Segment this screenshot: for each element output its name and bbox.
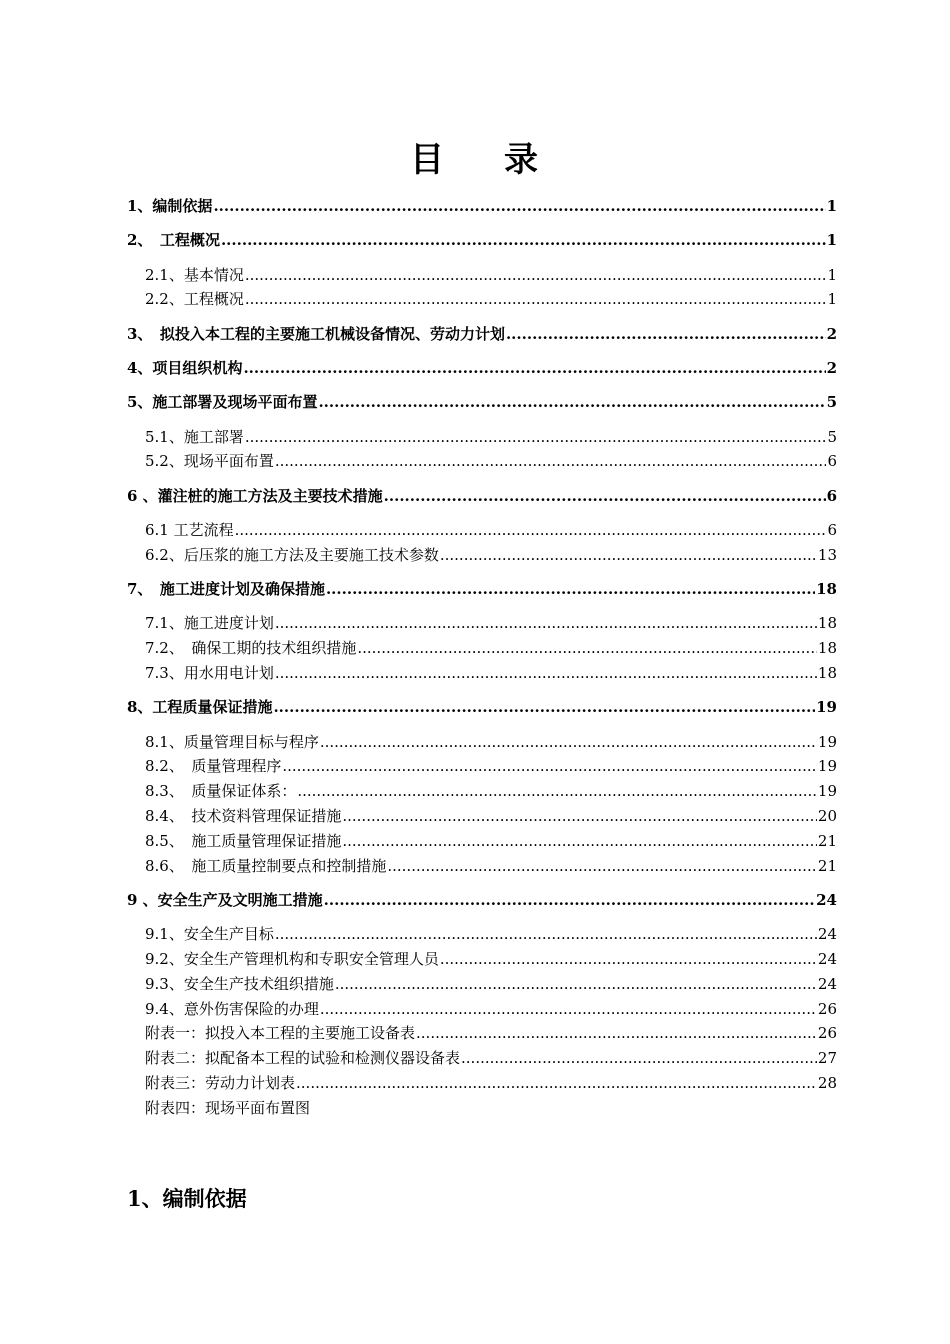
toc-entry-label: 5、施工部署及现场平面布置 xyxy=(127,393,318,412)
toc-leader-dots xyxy=(506,322,826,347)
toc-entry-label: 6 、灌注桩的施工方法及主要技术措施 xyxy=(127,486,383,505)
toc-entry-chapter[interactable] xyxy=(127,194,837,219)
toc-entry-label: 2、 工程概况 xyxy=(127,231,220,250)
toc-entry-label: 6.2、后压浆的施工方法及主要施工技术参数 xyxy=(145,545,439,564)
toc-entry-label: 8.2、 质量管理程序 xyxy=(145,757,282,776)
toc-entry-page-number: 13 xyxy=(817,545,837,564)
toc-title xyxy=(0,140,950,180)
table-of-contents xyxy=(127,194,837,1121)
toc-entry-label: 7.3、用水用电计划 xyxy=(145,663,274,682)
toc-entry-label: 9.3、安全生产技术组织措施 xyxy=(145,974,334,993)
toc-entry-page-number: 26 xyxy=(817,999,837,1018)
toc-entry-section[interactable] xyxy=(127,1046,837,1071)
toc-entry-page-number: 21 xyxy=(817,831,837,850)
toc-entry-section[interactable] xyxy=(127,636,837,661)
toc-entry-page-number: 6 xyxy=(827,520,837,539)
section-heading: 1、编制依据 xyxy=(127,1186,247,1211)
toc-entry-label: 8.5、 施工质量管理保证措施 xyxy=(145,831,342,850)
toc-entry-label: 8.4、 技术资料管理保证措施 xyxy=(145,806,342,825)
toc-entry-label: 5.1、施工部署 xyxy=(145,427,244,446)
toc-entry-label: 8.6、 施工质量控制要点和控制措施 xyxy=(145,856,387,875)
toc-entry-section[interactable] xyxy=(127,972,837,997)
toc-entry-section[interactable] xyxy=(127,449,837,474)
toc-leader-dots xyxy=(318,390,825,415)
toc-entry-label: 7、 施工进度计划及确保措施 xyxy=(127,580,325,599)
toc-leader-dots xyxy=(342,804,817,829)
toc-entry-label: 2.1、基本情况 xyxy=(145,265,244,284)
toc-leader-dots xyxy=(282,754,817,779)
toc-entry-page-number: 24 xyxy=(817,925,837,944)
toc-entry-label: 附表二：拟配备本工程的试验和检测仪器设备表 xyxy=(145,1049,461,1068)
toc-entry-page-number: 2 xyxy=(826,324,837,343)
toc-entry-section[interactable] xyxy=(127,922,837,947)
toc-leader-dots xyxy=(324,888,815,913)
toc-entry-section[interactable] xyxy=(127,730,837,755)
toc-entry-page-number: 28 xyxy=(817,1073,837,1092)
toc-leader-dots xyxy=(296,1071,817,1096)
toc-entry-page-number: 6 xyxy=(826,486,837,505)
toc-entry-section[interactable] xyxy=(127,779,837,804)
toc-leader-dots xyxy=(213,194,825,219)
toc-entry-chapter[interactable] xyxy=(127,577,837,602)
toc-leader-dots xyxy=(297,779,817,804)
toc-leader-dots xyxy=(461,1046,817,1071)
toc-entry-section[interactable] xyxy=(127,754,837,779)
toc-entry-page-number: 18 xyxy=(817,663,837,682)
toc-entry-section[interactable] xyxy=(127,997,837,1022)
toc-entry-chapter[interactable] xyxy=(127,484,837,509)
toc-leader-dots xyxy=(273,695,815,720)
toc-entry-page-number: 18 xyxy=(816,580,837,599)
toc-entry-section[interactable] xyxy=(127,518,837,543)
toc-leader-dots xyxy=(245,263,827,288)
toc-entry-page-number: 24 xyxy=(817,949,837,968)
toc-entry-page-number: 18 xyxy=(817,614,837,633)
toc-entry-chapter[interactable] xyxy=(127,390,837,415)
toc-leader-dots xyxy=(384,484,826,509)
toc-title-part2: 录 xyxy=(504,140,540,180)
toc-entry-page-number: 24 xyxy=(816,890,837,909)
toc-entry-label: 5.2、现场平面布置 xyxy=(145,452,274,471)
toc-entry-section[interactable] xyxy=(127,947,837,972)
toc-leader-dots xyxy=(245,425,827,450)
toc-entry-page-number: 20 xyxy=(817,806,837,825)
toc-entry-section[interactable] xyxy=(127,543,837,568)
toc-entry-section[interactable] xyxy=(127,1071,837,1096)
toc-entry-page-number: 1 xyxy=(826,231,837,250)
toc-entry-chapter[interactable] xyxy=(127,888,837,913)
toc-entry-label: 7.2、 确保工期的技术组织措施 xyxy=(145,639,357,658)
toc-leader-dots xyxy=(416,1021,817,1046)
toc-entry-label: 1、编制依据 xyxy=(127,197,213,215)
toc-entry-page-number: 27 xyxy=(817,1049,837,1068)
toc-leader-dots xyxy=(357,636,817,661)
toc-entry-label: 7.1、施工进度计划 xyxy=(145,614,274,633)
toc-entry-page-number: 21 xyxy=(817,856,837,875)
toc-entry-section[interactable] xyxy=(127,661,837,686)
toc-entry-page-number: 19 xyxy=(816,698,837,717)
toc-entry-chapter[interactable] xyxy=(127,695,837,720)
toc-entry-page-number: 2 xyxy=(826,358,837,377)
toc-leader-dots xyxy=(320,997,817,1022)
toc-entry-page-number: 26 xyxy=(817,1024,837,1043)
toc-entry-label: 附表一：拟投入本工程的主要施工设备表 xyxy=(145,1024,416,1043)
toc-entry-chapter[interactable] xyxy=(127,356,837,381)
toc-entry-page-number: 5 xyxy=(826,393,837,412)
toc-entry-section[interactable] xyxy=(127,611,837,636)
toc-leader-dots xyxy=(342,829,817,854)
toc-entry-label: 9 、安全生产及文明施工措施 xyxy=(127,890,323,909)
toc-leader-dots xyxy=(387,854,817,879)
toc-entry-section[interactable] xyxy=(127,1021,837,1046)
toc-entry-page-number: 19 xyxy=(817,782,837,801)
toc-entry-section[interactable] xyxy=(127,804,837,829)
toc-leader-dots xyxy=(275,449,827,474)
toc-entry-label: 附表三：劳动力计划表 xyxy=(145,1073,296,1092)
toc-entry-page-number: 1 xyxy=(827,265,837,284)
toc-entry-section[interactable] xyxy=(127,854,837,879)
toc-entry-page-number: 1 xyxy=(827,290,837,309)
toc-entry-page-number: 1 xyxy=(826,197,837,215)
toc-entry-page-number: 18 xyxy=(817,639,837,658)
toc-entry-label: 9.1、安全生产目标 xyxy=(145,925,274,944)
toc-entry-label: 2.2、工程概况 xyxy=(145,290,244,309)
toc-entry-page-number: 6 xyxy=(827,452,837,471)
toc-leader-dots xyxy=(335,972,817,997)
toc-entry-section[interactable] xyxy=(127,1096,837,1121)
toc-leader-dots xyxy=(275,922,817,947)
toc-leader-dots xyxy=(320,730,817,755)
toc-entry-label: 附表四：现场平面布置图 xyxy=(145,1098,311,1117)
toc-entry-page-number: 19 xyxy=(817,757,837,776)
toc-entry-page-number: 19 xyxy=(817,732,837,751)
toc-entry-label: 9.4、意外伤害保险的办理 xyxy=(145,999,319,1018)
toc-leader-dots xyxy=(243,356,825,381)
toc-entry-section[interactable] xyxy=(127,829,837,854)
toc-leader-dots xyxy=(275,661,817,686)
toc-entry-section[interactable] xyxy=(127,425,837,450)
toc-entry-label: 9.2、安全生产管理机构和专职安全管理人员 xyxy=(145,949,439,968)
toc-entry-chapter[interactable] xyxy=(127,228,837,253)
toc-title-part1: 目 xyxy=(410,140,446,180)
toc-entry-page-number: 5 xyxy=(827,427,837,446)
toc-leader-dots xyxy=(440,947,817,972)
toc-leader-dots xyxy=(245,287,827,312)
toc-leader-dots xyxy=(275,611,817,636)
toc-entry-page-number: 24 xyxy=(817,974,837,993)
toc-entry-label: 4、项目组织机构 xyxy=(127,358,243,377)
toc-entry-section[interactable] xyxy=(127,263,837,288)
toc-leader-dots xyxy=(235,518,827,543)
toc-leader-dots xyxy=(326,577,815,602)
toc-entry-section[interactable] xyxy=(127,287,837,312)
toc-entry-label: 8.3、 质量保证体系： xyxy=(145,782,297,801)
toc-entry-chapter[interactable] xyxy=(127,322,837,347)
toc-entry-label: 3、 拟投入本工程的主要施工机械设备情况、劳动力计划 xyxy=(127,324,505,343)
toc-entry-label: 8.1、质量管理目标与程序 xyxy=(145,732,319,751)
toc-entry-label: 8、工程质量保证措施 xyxy=(127,698,273,717)
toc-leader-dots xyxy=(221,228,826,253)
toc-leader-dots xyxy=(440,543,817,568)
toc-entry-label: 6.1 工艺流程 xyxy=(145,520,234,539)
